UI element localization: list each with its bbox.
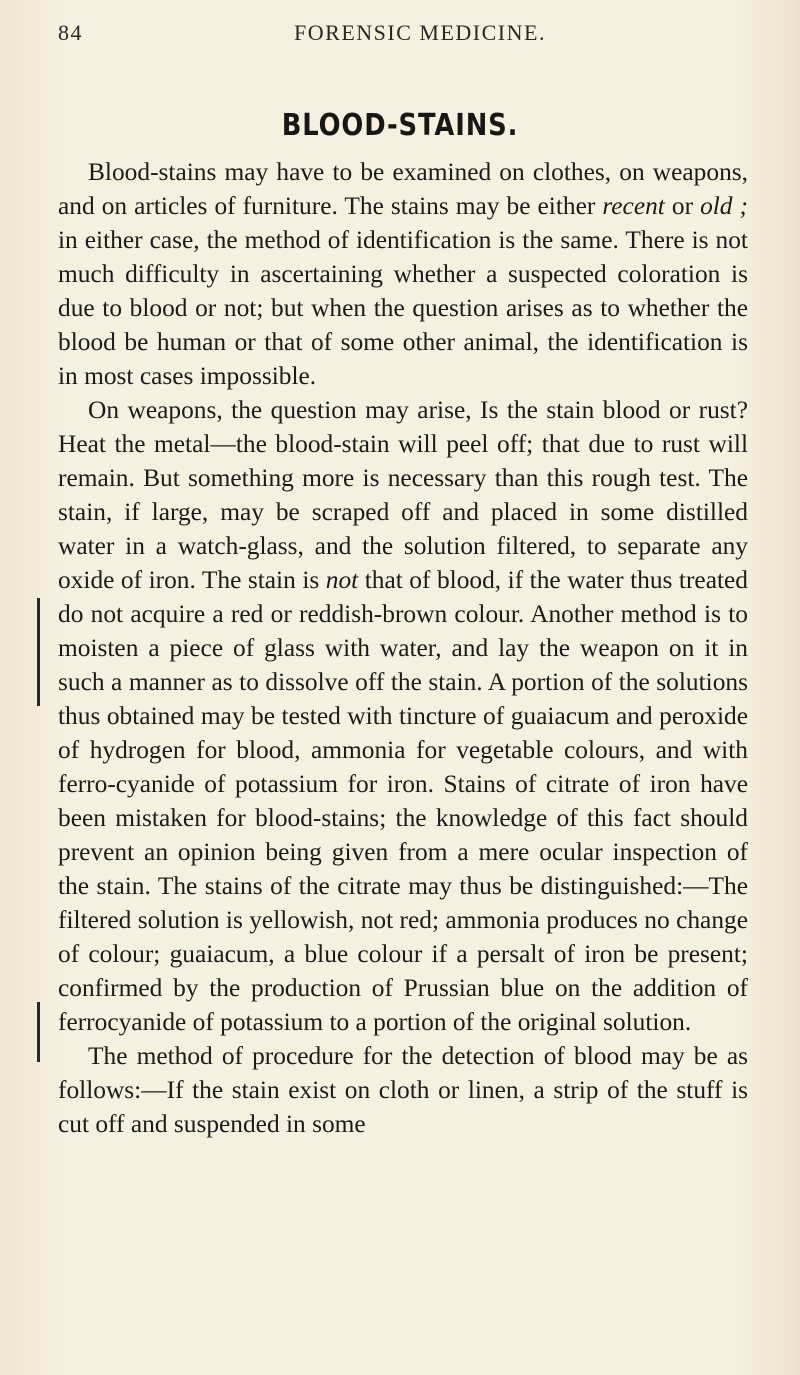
margin-mark bbox=[37, 1002, 40, 1062]
italic-not: not bbox=[325, 566, 359, 594]
italic-recent: recent bbox=[602, 192, 665, 220]
paragraph-2-text-a: On weapons, the question may arise, Is the stain blood or rust? Heat the metal—the blood-stain will peel off; that due to rust will remain. But something more is necessary than this rough test. The stain, if large, may be scraped off and placed in some distilled water in a watch-glass, and the solution filtered, to separate any oxide of iron. The stain is bbox=[58, 396, 748, 594]
section-heading: BLOOD-STAINS. bbox=[281, 108, 519, 143]
paragraph-3 bbox=[58, 1039, 748, 1141]
paragraph-1-text-b: or bbox=[664, 192, 701, 220]
paragraph-1-text-c: in either case, the method of identification is the same. There is not much difficulty in ascertaining whether a suspected coloration is due to blood or not; but when the question arises as to whether the blood be human or that of some other animal, the identification is in most cases impossible. bbox=[58, 226, 748, 390]
paragraph-2-text-b: that of blood, if the water thus treated do not acquire a red or reddish-brown colour. Another method is to moisten a piece of glass with water, and lay the weapon on it in such a manner as to dissolve off the stain. A portion of the solutions thus obtained may be tested with tincture of guaiacum and peroxide of hydrogen for blood, ammonia for vegetable colours, and with ferro-cyanide of potassium for iron. Stains of citrate of iron have been mistaken for blood-stains; the knowledge of this fact should prevent an opinion being given from a mere ocular inspection of the stain. The stains of the citrate may thus be distinguished:—The filtered solution is yellowish, not red; ammonia produces no change of colour; guaiacum, a blue colour if a persalt of iron be present; confirmed by the production of Prussian blue on the addition of ferrocyanide of potassium to a portion of the original solution. bbox=[58, 566, 748, 1036]
margin-mark bbox=[37, 598, 40, 706]
paragraph-2 bbox=[58, 393, 748, 1039]
italic-old: old ; bbox=[700, 192, 748, 220]
paragraph-1 bbox=[58, 155, 748, 393]
page-number: 84 bbox=[58, 20, 83, 45]
paragraph-3-text: The method of procedure for the detection of blood may be as follows:—If the stain exist on cloth or linen, a strip of the stuff is cut off and suspended in some bbox=[58, 1042, 748, 1138]
running-head bbox=[58, 20, 742, 50]
paragraph-1-text-a: Blood-stains may have to be examined on clothes, on weapons, and on articles of furniture. The stains may be either bbox=[58, 158, 748, 220]
body-text bbox=[58, 155, 748, 1141]
running-title: FORENSIC MEDICINE. bbox=[294, 20, 546, 45]
